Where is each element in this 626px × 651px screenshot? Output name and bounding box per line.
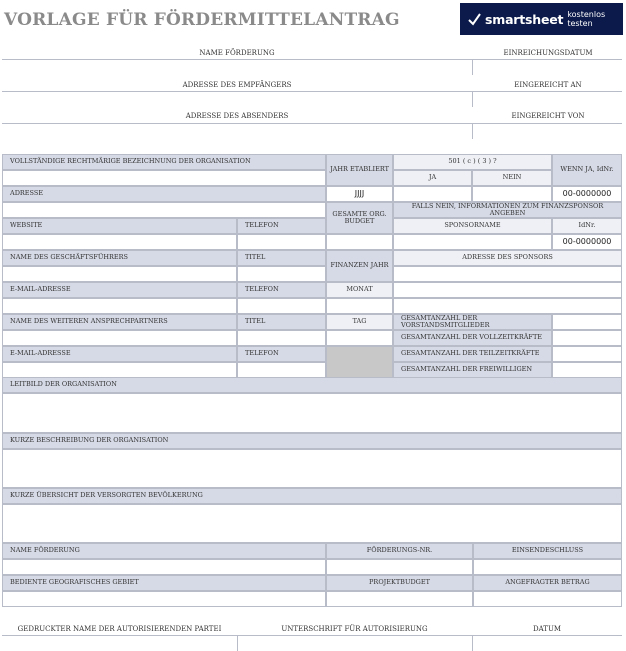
adresse-empfaenger-field[interactable] bbox=[2, 92, 471, 107]
wenn-ja-label: WENN JA, IdNr. bbox=[552, 154, 622, 186]
footer-datum-field[interactable] bbox=[473, 636, 622, 651]
blank-gray-cell bbox=[326, 346, 393, 378]
telefon2-label: TELEFON bbox=[237, 282, 326, 298]
einreichungsdatum-label: EINREICHUNGSDATUM bbox=[503, 49, 593, 57]
org-bezeichnung-label: VOLLSTÄNDIGE RECHTMÄRIGE BEZEICHNUNG DER ORGANISATION bbox=[2, 154, 326, 170]
grant-budget-label: PROJEKTBUDGET bbox=[326, 575, 473, 591]
vollzeit-field[interactable] bbox=[552, 330, 622, 346]
telefon3-label: TELEFON bbox=[237, 346, 326, 362]
footer-datum-label: DATUM bbox=[532, 625, 562, 633]
grant-gebiet-field[interactable] bbox=[2, 591, 326, 607]
ja-field[interactable] bbox=[393, 186, 472, 202]
teilzeit-field[interactable] bbox=[552, 346, 622, 362]
eingereicht-an-label: EINGEREICHT AN bbox=[514, 81, 582, 89]
website-label: WEBSITE bbox=[2, 218, 237, 234]
smartsheet-trial-button[interactable] bbox=[460, 3, 623, 35]
eingereicht-von-field[interactable] bbox=[473, 124, 622, 139]
adresse-sponsor-label: ADRESSE DES SPONSORS bbox=[393, 250, 622, 266]
adresse-field[interactable] bbox=[2, 202, 326, 218]
name-foerderung-field[interactable] bbox=[2, 60, 471, 75]
org-bezeichnung-field[interactable] bbox=[2, 170, 326, 186]
nein-label: NEIN bbox=[472, 170, 552, 186]
titel-field[interactable] bbox=[237, 266, 326, 282]
adresse-sponsor-field-3[interactable] bbox=[393, 298, 622, 314]
grant-nr-label: FÖRDERUNGS-NR. bbox=[326, 543, 473, 559]
idnr-value[interactable]: 00-0000000 bbox=[552, 186, 622, 202]
checkmark-icon bbox=[468, 13, 481, 26]
adresse-absender-field[interactable] bbox=[2, 124, 471, 139]
ja-label: JA bbox=[393, 170, 472, 186]
weiterer-label: NAME DES WEITEREN ANSPRECHPARTNERS bbox=[2, 314, 237, 330]
leitbild-label: LEITBILD DER ORGANISATION bbox=[2, 377, 622, 393]
tag-field[interactable] bbox=[326, 330, 393, 346]
teilzeit-label: GESAMTANZAHL DER TEILZEITKRÄFTE bbox=[393, 346, 552, 362]
brand-name: smartsheet bbox=[485, 11, 564, 27]
grant-name-field[interactable] bbox=[2, 559, 326, 575]
vollzeit-label: GESAMTANZAHL DER VOLLZEITKRÄFTE bbox=[393, 330, 552, 346]
footer-unterschrift-label: UNTERSCHRIFT FÜR AUTORISIERUNG bbox=[281, 625, 428, 633]
titel2-label: TITEL bbox=[237, 314, 326, 330]
jahr-etabliert-label: JAHR ETABLIERT bbox=[326, 154, 393, 186]
vorstand-label: GESAMTANZAHL DER VORSTANDSMITGLIEDER bbox=[393, 314, 552, 330]
grant-schluss-field[interactable] bbox=[473, 559, 622, 575]
email-field[interactable] bbox=[2, 298, 237, 314]
grant-betrag-label: ANGEFRAGTER BETRAG bbox=[473, 575, 622, 591]
beschreibung-field[interactable] bbox=[2, 449, 622, 488]
leitbild-field[interactable] bbox=[2, 393, 622, 433]
name-foerderung-label: NAME FÖRDERUNG bbox=[199, 49, 275, 57]
page-title: VORLAGE FÜR FÖRDERMITTELANTRAG bbox=[4, 10, 400, 30]
monat-label: MONAT bbox=[326, 282, 393, 298]
website-field[interactable] bbox=[2, 234, 237, 250]
footer-name-label: GEDRUCKTER NAME DER AUTORISIERENDEN PARTEI bbox=[17, 625, 222, 633]
nein-field[interactable] bbox=[472, 186, 552, 202]
freiwillige-field[interactable] bbox=[552, 362, 622, 378]
titel2-field[interactable] bbox=[237, 330, 326, 346]
gesamte-budget-label: GESAMTE ORG. BUDGET bbox=[326, 202, 393, 234]
grant-name-label: NAME FÖRDERUNG bbox=[2, 543, 326, 559]
eingereicht-von-label: EINGEREICHT VON bbox=[511, 112, 585, 120]
bevoelkerung-field[interactable] bbox=[2, 504, 622, 543]
email2-field[interactable] bbox=[2, 362, 237, 378]
grant-gebiet-label: BEDIENTE GEOGRAFISCHES GEBIET bbox=[2, 575, 326, 591]
falls-nein-label: FALLS NEIN, INFORMATIONEN ZUM FINANZSPONSOR ANGEBEN bbox=[393, 202, 622, 218]
sponsorname-label: SPONSORNAME bbox=[393, 218, 552, 234]
grant-nr-field[interactable] bbox=[326, 559, 473, 575]
grant-schluss-label: EINSENDESCHLUSS bbox=[473, 543, 622, 559]
telefon3-field[interactable] bbox=[237, 362, 326, 378]
adresse-empfaenger-label: ADRESSE DES EMPFÄNGERS bbox=[182, 81, 292, 89]
beschreibung-label: KURZE BESCHREIBUNG DER ORGANISATION bbox=[2, 433, 622, 449]
jahr-etabliert-value[interactable]: JJJJ bbox=[326, 186, 393, 202]
eingereicht-an-field[interactable] bbox=[473, 92, 622, 107]
monat-field[interactable] bbox=[326, 298, 393, 314]
footer-name-field[interactable] bbox=[2, 636, 236, 651]
bevoelkerung-label: KURZE ÜBERSICHT DER VERSORGTEN BEVÖLKERUNG bbox=[2, 488, 622, 504]
titel-label: TITEL bbox=[237, 250, 326, 266]
vorstand-field[interactable] bbox=[552, 314, 622, 330]
grant-budget-field[interactable] bbox=[326, 591, 473, 607]
telefon-label: TELEFON bbox=[237, 218, 326, 234]
email2-label: E-MAIL-ADRESSE bbox=[2, 346, 237, 362]
gesamte-budget-field[interactable] bbox=[326, 234, 393, 250]
tag-label: TAG bbox=[326, 314, 393, 330]
adresse-sponsor-field-2[interactable] bbox=[393, 282, 622, 298]
weiterer-field[interactable] bbox=[2, 330, 237, 346]
telefon2-field[interactable] bbox=[237, 298, 326, 314]
sponsor-idnr-label: IdNr. bbox=[552, 218, 622, 234]
adresse-sponsor-field-1[interactable] bbox=[393, 266, 622, 282]
sponsor-idnr-value[interactable]: 00-0000000 bbox=[552, 234, 622, 250]
status-501-label: 501 ( c ) ( 3 ) ? bbox=[393, 154, 552, 170]
geschaeftsfuehrer-label: NAME DES GESCHÄFTSFÜHRERS bbox=[2, 250, 237, 266]
sponsorname-field[interactable] bbox=[393, 234, 552, 250]
adresse-absender-label: ADRESSE DES ABSENDERS bbox=[185, 112, 289, 120]
cta-text: kostenlos testen bbox=[567, 10, 606, 28]
grant-betrag-field[interactable] bbox=[473, 591, 622, 607]
email-label: E-MAIL-ADRESSE bbox=[2, 282, 237, 298]
freiwillige-label: GESAMTANZAHL DER FREIWILLIGEN bbox=[393, 362, 552, 378]
einreichungsdatum-field[interactable] bbox=[473, 60, 622, 75]
finanzen-jahr-label: FINANZEN JAHR bbox=[326, 250, 393, 282]
adresse-label: ADRESSE bbox=[2, 186, 326, 202]
footer-unterschrift-field[interactable] bbox=[238, 636, 471, 651]
geschaeftsfuehrer-field[interactable] bbox=[2, 266, 237, 282]
telefon-field[interactable] bbox=[237, 234, 326, 250]
